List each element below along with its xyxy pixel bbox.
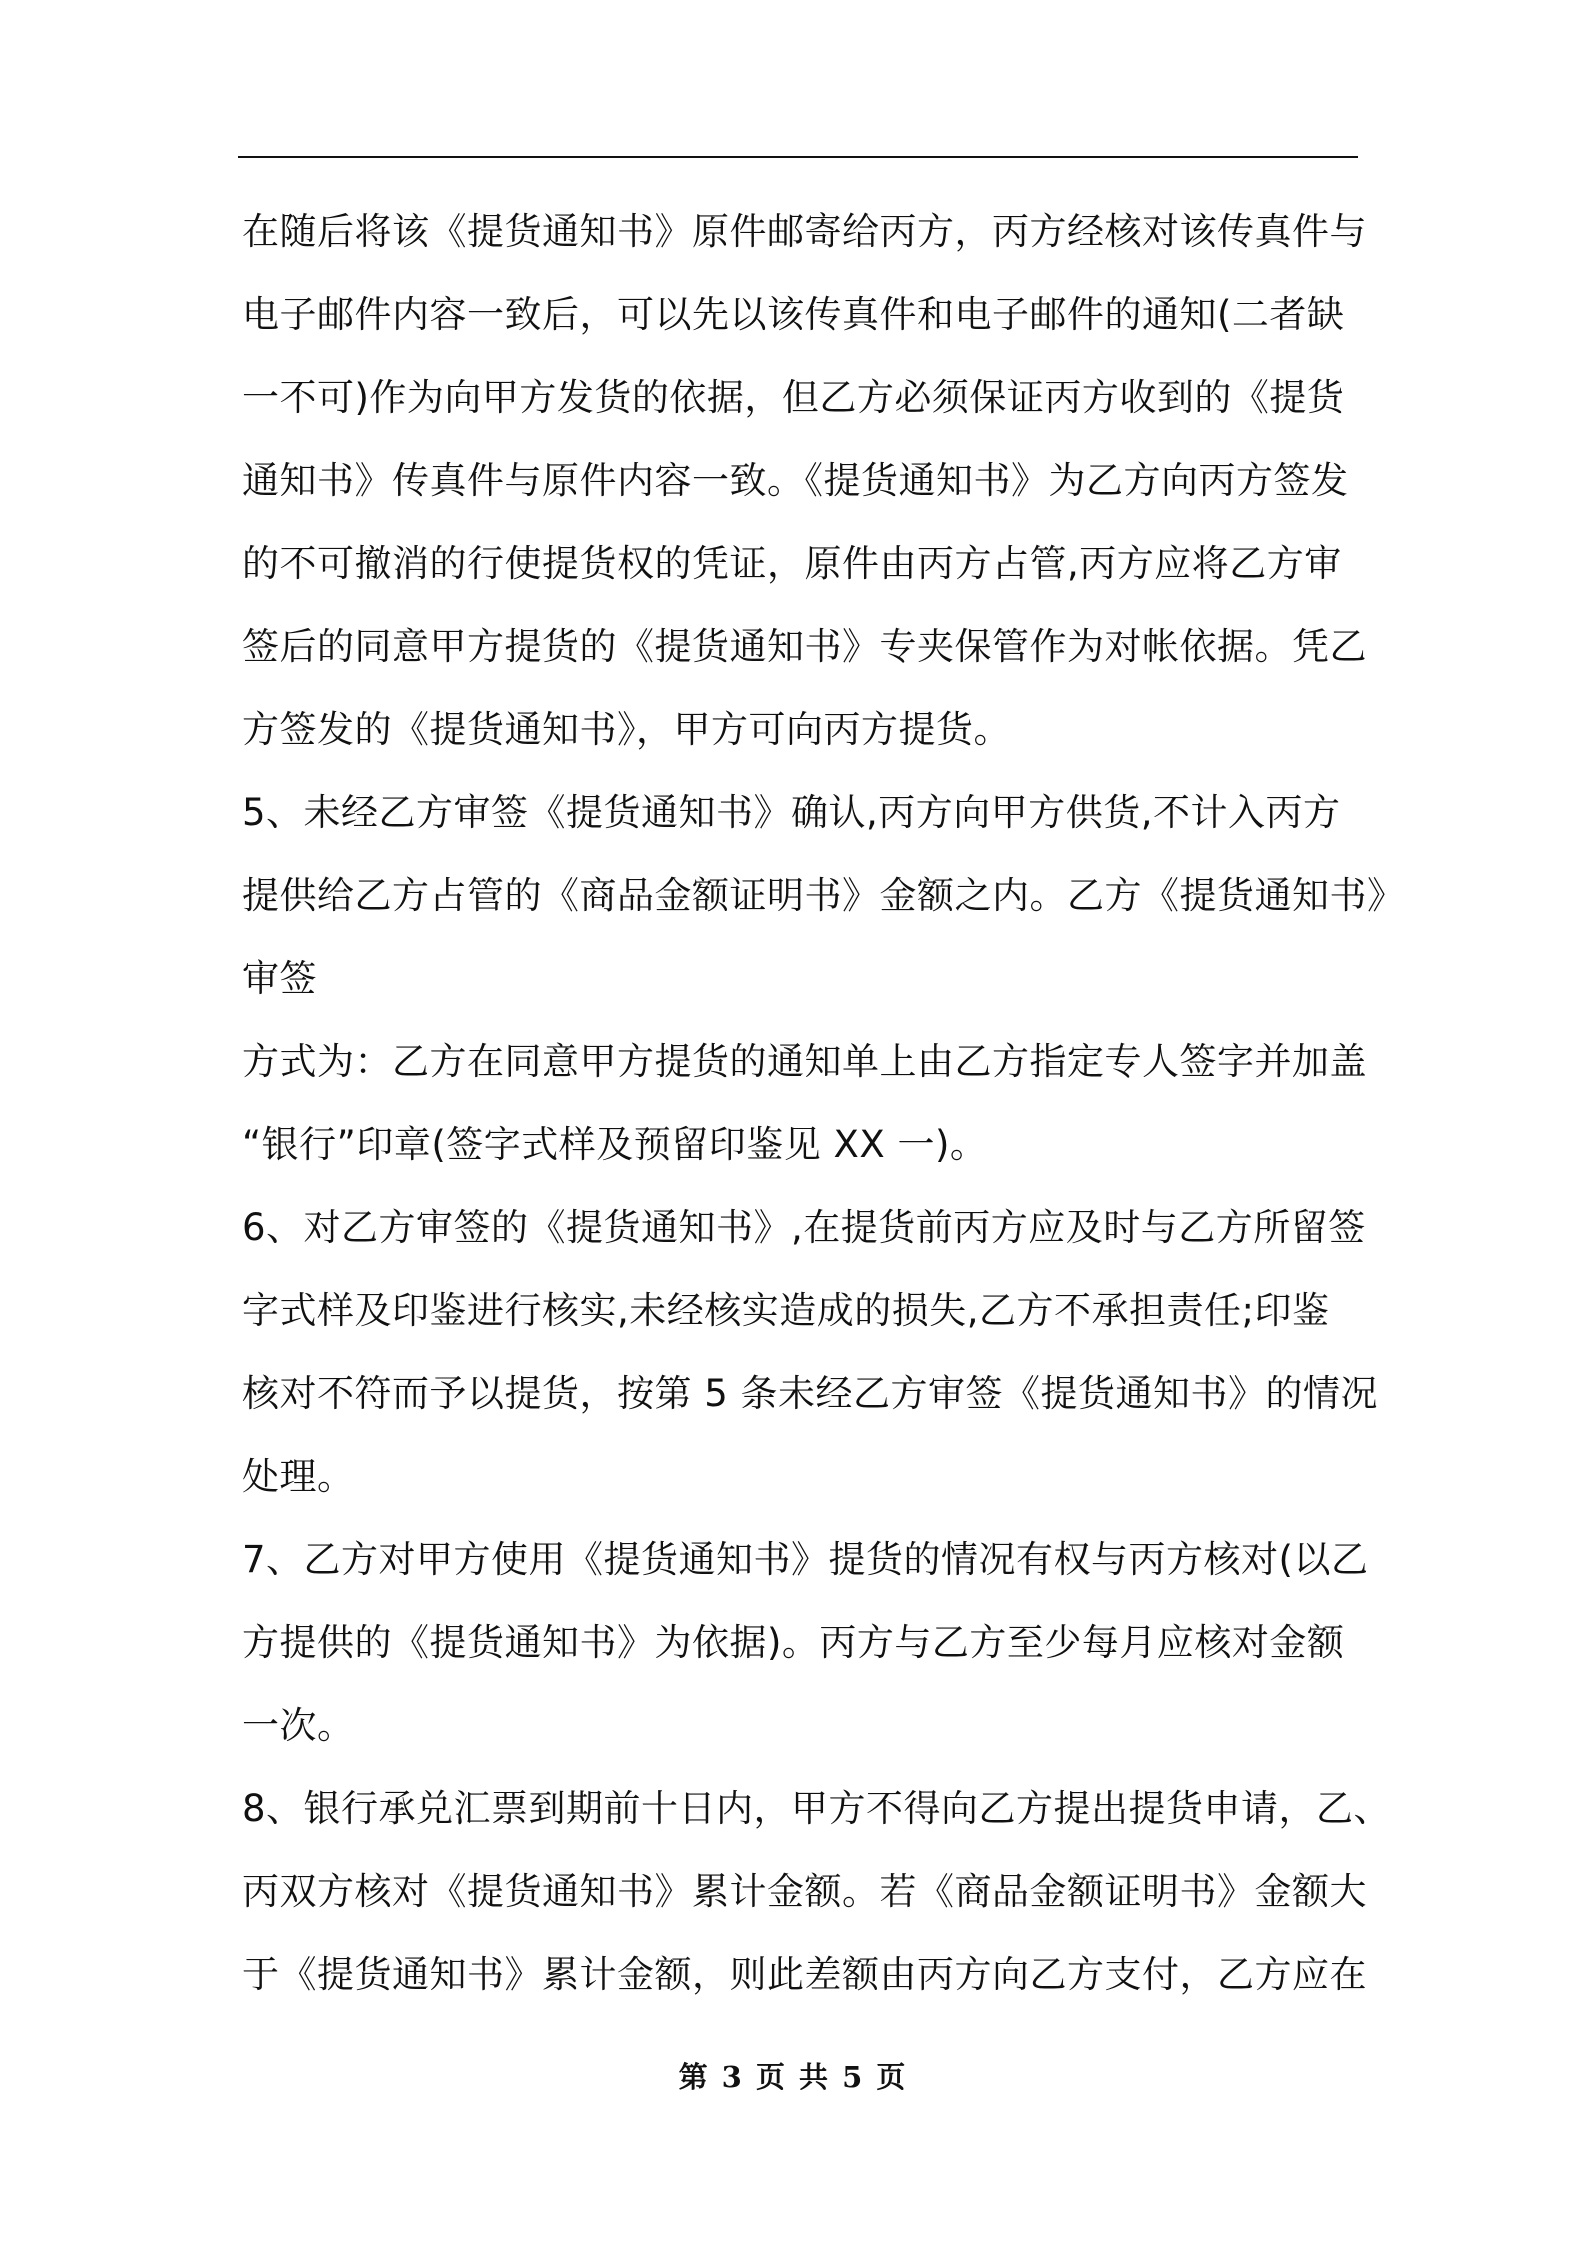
text-line: 处理。 <box>242 1455 355 1498</box>
text-line: 一次。 <box>242 1704 355 1747</box>
text-line: 丙双方核对《提货通知书》累计金额。若《商品金额证明书》金额大 <box>242 1870 1367 1913</box>
text-line: 在随后将该《提货通知书》原件邮寄给丙方，丙方经核对该传真件与 <box>242 210 1367 253</box>
text-line: 提供给乙方占管的《商品金额证明书》金额之内。乙方《提货通知书》 <box>242 874 1405 917</box>
text-line: 方签发的《提货通知书》，甲方可向丙方提货。 <box>242 708 1011 751</box>
text-line: 方式为：乙方在同意甲方提货的通知单上由乙方指定专人签字并加盖 <box>242 1040 1367 1083</box>
text-line: 于《提货通知书》累计金额，则此差额由丙方向乙方支付，乙方应在 <box>242 1953 1367 1996</box>
text-line: 5、未经乙方审签《提货通知书》确认,丙方向甲方供货,不计入丙方 <box>242 791 1341 834</box>
text-line: 签后的同意甲方提货的《提货通知书》专夹保管作为对帐依据。凭乙 <box>242 625 1367 668</box>
header-rule <box>238 156 1358 158</box>
text-line: 一不可)作为向甲方发货的依据，但乙方必须保证丙方收到的《提货 <box>242 376 1345 419</box>
text-line: 8、银行承兑汇票到期前十日内，甲方不得向乙方提出提货申请，乙、 <box>242 1787 1392 1830</box>
text-line: 6、对乙方审签的《提货通知书》,在提货前丙方应及时与乙方所留签 <box>242 1206 1366 1249</box>
text-line: 方提供的《提货通知书》为依据)。丙方与乙方至少每月应核对金额 <box>242 1621 1345 1664</box>
text-line: “银行”印章(签字式样及预留印鉴见 XX 一)。 <box>242 1123 988 1166</box>
text-line: 的不可撤消的行使提货权的凭证，原件由丙方占管,丙方应将乙方审 <box>242 542 1342 585</box>
page-number-footer: 第 3 页 共 5 页 <box>678 2060 908 2094</box>
text-line: 字式样及印鉴进行核实,未经核实造成的损失,乙方不承担责任;印鉴 <box>242 1289 1330 1332</box>
text-line: 核对不符而予以提货，按第 5 条未经乙方审签《提货通知书》的情况 <box>242 1372 1379 1415</box>
text-line: 7、乙方对甲方使用《提货通知书》提货的情况有权与丙方核对(以乙 <box>242 1538 1369 1581</box>
text-line: 审签 <box>242 957 317 1000</box>
body-text <box>242 190 1405 2016</box>
text-line: 通知书》传真件与原件内容一致。《提货通知书》为乙方向丙方签发 <box>242 459 1349 502</box>
text-line: 电子邮件内容一致后，可以先以该传真件和电子邮件的通知(二者缺 <box>242 293 1345 336</box>
